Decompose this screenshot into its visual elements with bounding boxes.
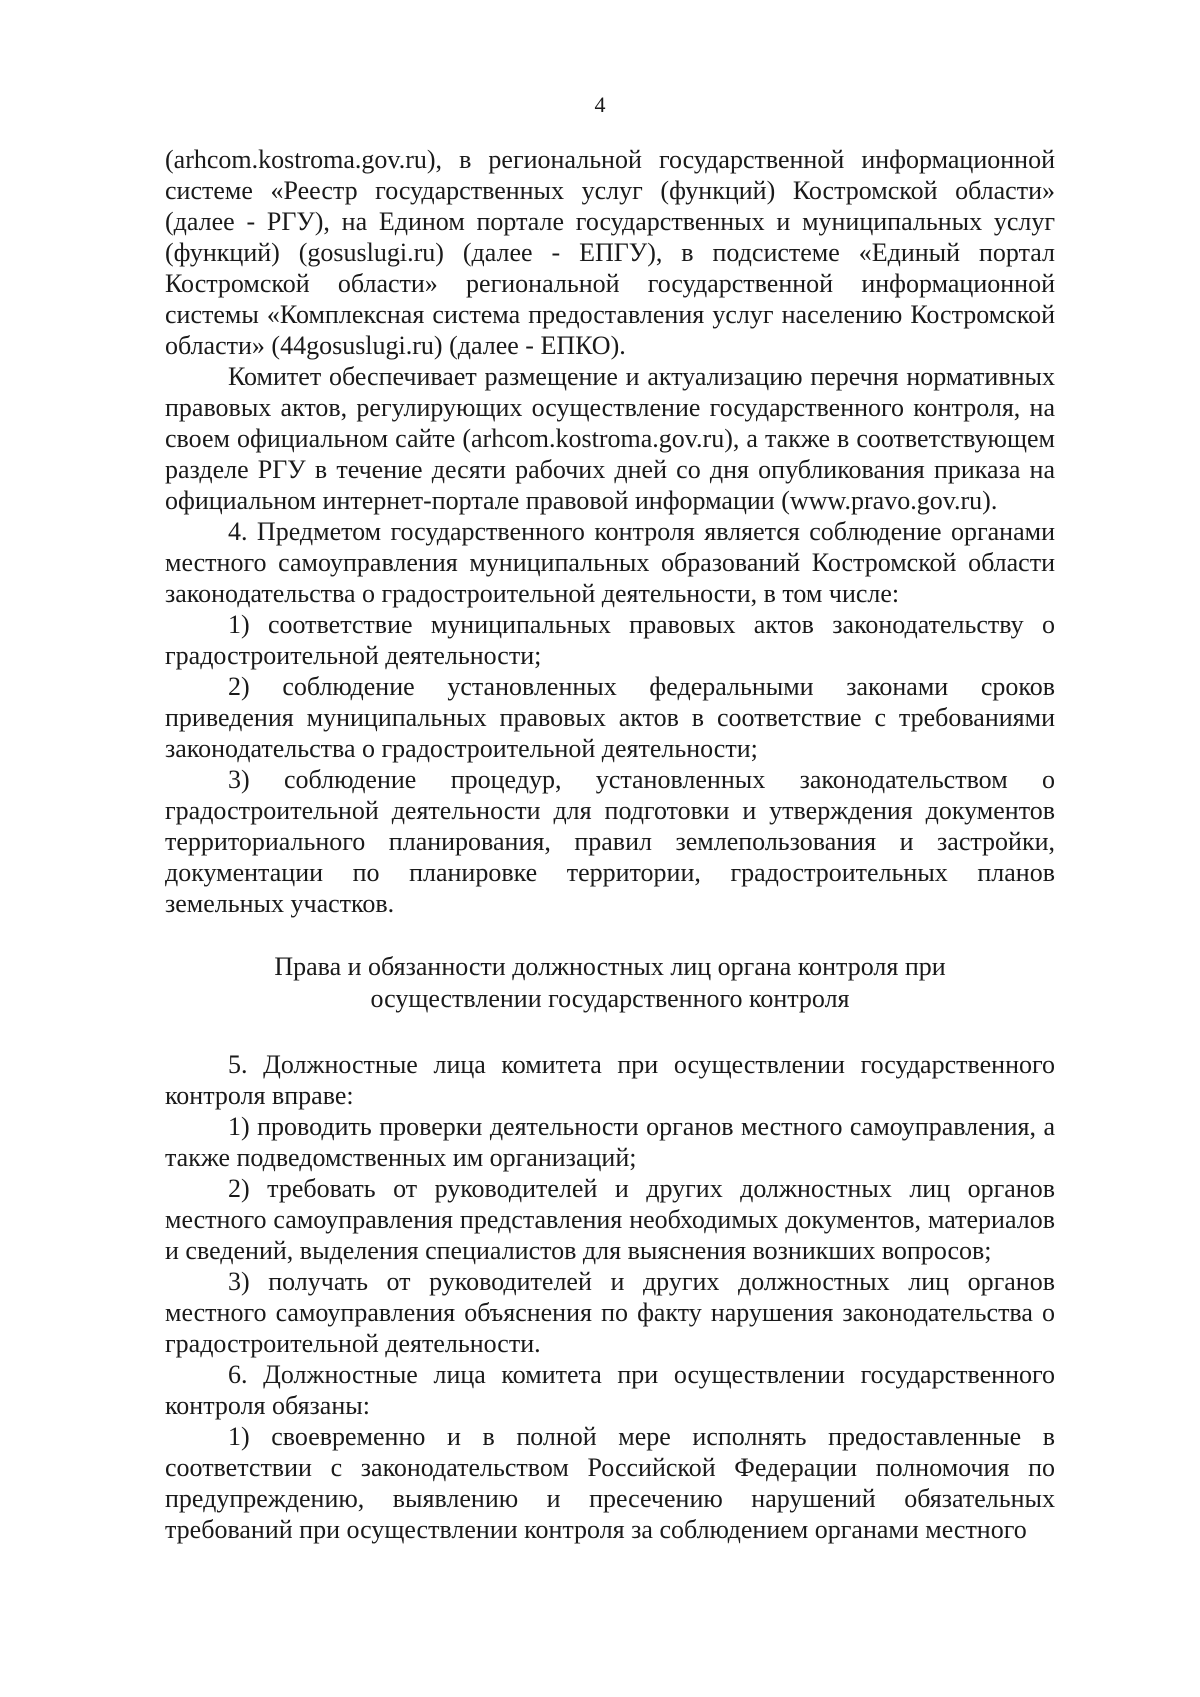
paragraph-item-5: 5. Должностные лица комитета при осуществлении государственного контроля вправе:	[165, 1050, 1055, 1110]
page-number: 4	[594, 92, 606, 117]
paragraph-publication: Комитет обеспечивает размещение и актуализацию перечня нормативных правовых актов, регулирующих осуществление государственного контроля, на своем официальном сайте (arhcom.kostroma.gov.ru), а также в соответствующем разделе РГУ в течение десяти рабочих дней со дня опубликования приказа на официальном интернет-портале правовой информации (www.pravo.gov.ru).	[165, 362, 1055, 515]
paragraph-item-4-3: 3) соблюдение процедур, установленных законодательством о градостроительной деятельности для подготовки и утверждения документов территориального планирования, правил землепользования и застройки, документации по планировке территории, градостроительных планов земельных участков.	[165, 765, 1055, 918]
paragraph-item-4-1: 1) соответствие муниципальных правовых актов законодательству о градостроительной деятельности;	[165, 610, 1055, 670]
paragraph-item-6: 6. Должностные лица комитета при осуществлении государственного контроля обязаны:	[165, 1360, 1055, 1420]
paragraph-item-5-3: 3) получать от руководителей и других должностных лиц органов местного самоуправления объяснения по факту нарушения законодательства о градостроительной деятельности.	[165, 1267, 1055, 1358]
document-body	[165, 144, 1055, 1545]
paragraph-item-4: 4. Предметом государственного контроля является соблюдение органами местного самоуправления муниципальных образований Костромской области законодательства о градостроительной деятельности, в том числе:	[165, 517, 1055, 608]
paragraph-item-5-1: 1) проводить проверки деятельности органов местного самоуправления, а также подведомственных им организаций;	[165, 1112, 1055, 1172]
paragraph-item-4-2: 2) соблюдение установленных федеральными законами сроков приведения муниципальных правовых актов в соответствие с требованиями законодательства о градостроительной деятельности;	[165, 672, 1055, 763]
section-heading	[165, 951, 1055, 1015]
paragraph-continuation: (arhcom.kostroma.gov.ru), в региональной государственной информационной системе «Реестр государственных услуг (функций) Костромской области» (далее - РГУ), на Едином портале государственных и муниципальных услуг (функций) (gosuslugi.ru) (далее - ЕПГУ), в подсистеме «Единый портал Костромской области» региональной государственной информационной системы «Комплексная система предоставления услуг населению Костромской области» (44gosuslugi.ru) (далее - ЕПКО).	[165, 145, 1055, 360]
paragraph-item-5-2: 2) требовать от руководителей и других должностных лиц органов местного самоуправления представления необходимых документов, материалов и сведений, выделения специалистов для выяснения возникших вопросов;	[165, 1174, 1055, 1265]
paragraph-item-6-1: 1) своевременно и в полной мере исполнять предоставленные в соответствии с законодательством Российской Федерации полномочия по предупреждению, выявлению и пресечению нарушений обязательных требований при осуществлении контроля за соблюдением органами местного	[165, 1422, 1055, 1544]
section-heading-line-2: осуществлении государственного контроля	[370, 984, 850, 1013]
section-heading-line-1: Права и обязанности должностных лиц органа контроля при	[274, 952, 946, 981]
